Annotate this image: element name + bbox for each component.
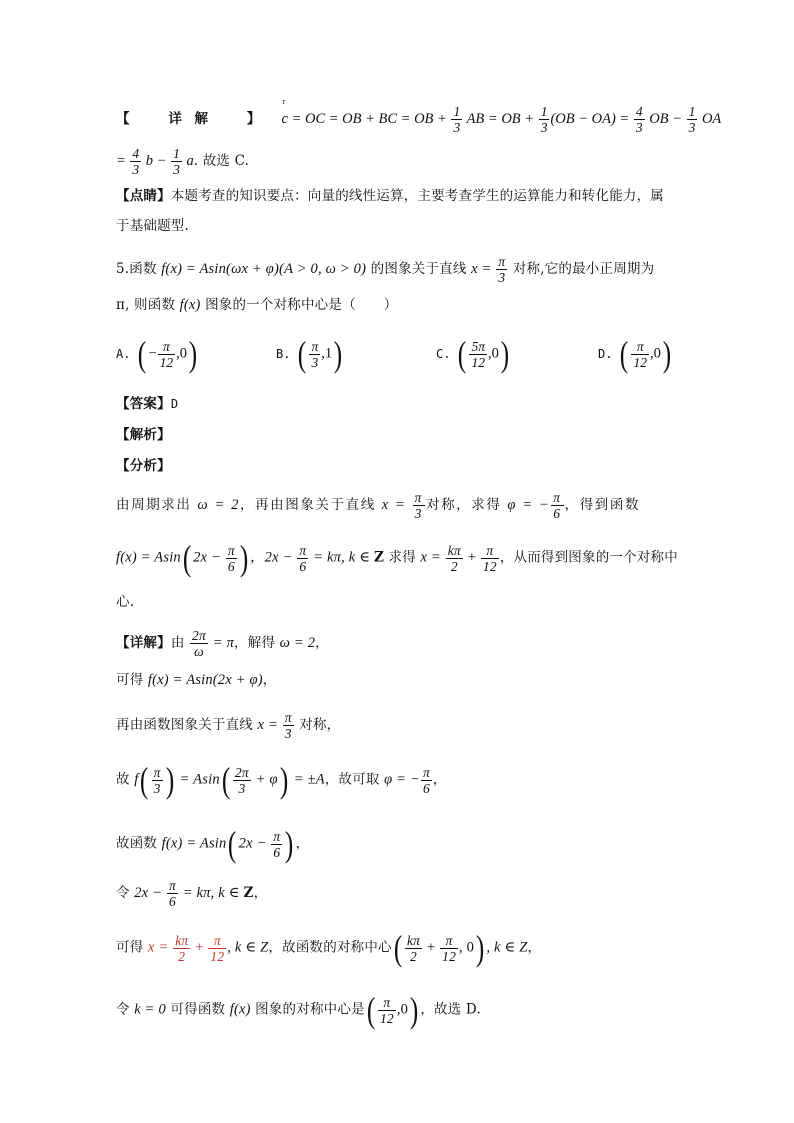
detail-plus-2: + xyxy=(423,939,440,956)
detail-line-4: 故 f( $\frac{\pi}{3}$ ) = Asin( $\frac{2\pi}{3}$ + φ) = ±A，故可取 φ = − $\frac{\pi}{6}$ ， xyxy=(116,760,447,800)
frac-4-3: $\frac{4}{3}$ xyxy=(635,104,643,135)
detail-line-1: 【详解】由 $\frac{2\pi}{\omega}$ = π，解得 ω = 2， xyxy=(116,628,329,659)
detail-kpi: = kπ, k ∈ xyxy=(178,885,244,901)
frac-1-3-b: $\frac{1}{3}$ xyxy=(540,104,548,135)
fenxi-tag-line xyxy=(116,456,686,476)
fenxi-2x: 2x − xyxy=(193,549,225,566)
question-fx: f(x) xyxy=(179,297,201,313)
question-text-3: 对称,它的最小正周期为 xyxy=(508,261,655,277)
detail-fx-1: f(x) = Asin(2x + φ) xyxy=(147,672,263,688)
jiexi-tag: 【解析】 xyxy=(116,427,171,443)
question-text-1: 函数 xyxy=(129,261,162,277)
dianjing-line-1 xyxy=(116,186,686,206)
vector-expr-5: OA xyxy=(698,111,722,127)
fenxi-x-eq-2: x = xyxy=(420,549,445,566)
option-b-label: B. xyxy=(276,346,291,361)
question-text-6: ） xyxy=(383,297,398,313)
eq-sign: = xyxy=(116,153,130,169)
detail-text-5a: 故函数 xyxy=(116,835,162,852)
question-line-2 xyxy=(116,295,686,315)
detail-2x-b: 2x − xyxy=(134,885,166,901)
detail-line-5: 故函数 f(x) = Asin( 2x − $\frac{\pi}{6}$ ) ， xyxy=(116,824,310,864)
vector-expr-2: AB = OB + xyxy=(463,111,538,127)
question-text-5: 图象的一个对称中心是（ xyxy=(200,297,356,313)
fenxi-text-1c: ，再由图象关于直线 xyxy=(239,497,382,513)
question-number: 5. xyxy=(116,261,130,277)
detail-text-4f: ，故可取 xyxy=(324,771,385,788)
detail-text-7i: ， xyxy=(527,939,542,956)
frac-pi-3: $\frac{\pi}{3}$ xyxy=(498,254,506,285)
detail-text-8a: 令 xyxy=(116,1001,135,1018)
option-b-tail: ,1 xyxy=(321,345,333,362)
dianjing-text-1: 本题考查的知识要点：向量的线性运算，主要考查学生的运算能力和转化能力，属 xyxy=(170,188,665,204)
fenxi-text-3: 心. xyxy=(116,594,135,610)
vector-b-term: b − xyxy=(142,153,171,169)
frac-pi-6: $\frac{\pi}{6}$ xyxy=(553,490,562,521)
detail-k-in-z-2: , k ∈ Z xyxy=(486,939,528,956)
detail-fx-3: f(x) xyxy=(229,1001,251,1018)
frac-1-3: $\frac{1}{3}$ xyxy=(453,104,461,135)
detail-text-5d: ， xyxy=(295,835,310,852)
fenxi-text-1a: 由周期求出 xyxy=(116,497,198,513)
detail-text-8e: 图象的对称中心是 xyxy=(250,1001,365,1018)
dianjing-text-2: 于基础题型. xyxy=(116,218,189,234)
option-c-tail: ,0 xyxy=(487,345,499,362)
detail-eq-pi: = π xyxy=(208,635,235,651)
answer-tag: 【答案】 xyxy=(116,396,171,412)
detail-plus-red: + xyxy=(191,939,208,956)
option-d-tail: ,0 xyxy=(649,345,661,362)
fenxi-text-1e: 对称，求得 xyxy=(425,497,508,513)
fenxi-omega: ω = 2 xyxy=(197,497,240,513)
fenxi-plus: + xyxy=(463,549,480,566)
detail-text-2a: 可得 xyxy=(116,672,148,688)
option-b: B. ( $\frac{\pi}{3}$ ,1) xyxy=(276,334,343,374)
intro-conclusion: . 故选 C. xyxy=(193,153,250,169)
fenxi-fx: f(x) = Asin xyxy=(116,549,181,566)
detail-text-6d: ， xyxy=(253,885,268,901)
detail-line-2 xyxy=(116,670,686,690)
detail-pm-a: = ±A xyxy=(289,771,325,788)
question-text-4: π, 则函数 xyxy=(116,297,180,313)
option-d: D. ( $\frac{\pi}{12}$ ,0) xyxy=(598,334,672,374)
vector-c: r c xyxy=(282,109,288,129)
detail-text-3a: 再由函数图象关于直线 xyxy=(116,717,258,733)
detail-comma-0: , 0 xyxy=(459,939,475,956)
detail-text-7e: ，故函数的对称中心 xyxy=(268,939,392,956)
detail-text-4h: ， xyxy=(432,771,447,788)
detail-text-4a: 故 xyxy=(116,771,135,788)
fenxi-tag: 【分析】 xyxy=(116,458,171,474)
detail-text-1c: ，解得 xyxy=(234,635,280,651)
fenxi-2x-b: ，2x − xyxy=(249,549,297,566)
detail-x-eq-red: x = xyxy=(147,939,173,956)
question-text-2: 的图象关于直线 xyxy=(366,261,472,277)
detail-line-8: 令 k = 0 可得函数 f(x) 图象的对称中心是( $\frac{\pi}{12}$ ,0) ，故选 D. xyxy=(116,990,481,1030)
intro-tag: 【 详 解 】 xyxy=(116,111,265,127)
option-a: A. ( − $\frac{\pi}{12}$ ,0) xyxy=(116,334,198,374)
detail-text-1e: ， xyxy=(315,635,329,651)
option-c: C. ( $\frac{5\pi}{12}$ ,0) xyxy=(436,334,510,374)
detail-text-7a: 可得 xyxy=(116,939,148,956)
option-a-sign: − xyxy=(148,345,157,362)
fenxi-line-2: f(x) = Asin( 2x − $\frac{\pi}{6}$ ) ，2x − $\frac{\pi}{6}$ = kπ, k ∈ Z 求得 x = $\frac{k\pi}{2}$ + $\frac{\pi}{12}$ ，从而得到图象的一个对称中 xyxy=(116,538,678,578)
question-x-eq: x = xyxy=(471,261,496,277)
detail-2x: 2x − xyxy=(238,835,271,852)
question-line-1 xyxy=(116,254,686,285)
frac-pi-3-b: $\frac{\pi}{3}$ xyxy=(414,490,423,521)
detail-k-in-z: , k ∈ Z xyxy=(227,939,269,956)
detail-text-2c: ， xyxy=(262,672,277,688)
vector-expr-4: OB − xyxy=(645,111,686,127)
detail-f: f xyxy=(134,771,139,788)
detail-text-3c: 对称， xyxy=(294,717,341,733)
fenxi-text-2h: ，从而得到图象的一个对称中 xyxy=(499,549,678,566)
dianjing-tag: 【点睛】 xyxy=(116,188,171,204)
fenxi-text-1g: ，得到函数 xyxy=(564,497,641,513)
fenxi-phi: φ = − xyxy=(507,497,551,513)
detail-tag: 【详解】 xyxy=(116,635,171,651)
detail-line-6: 令 2x − $\frac{\pi}{6}$ = kπ, k ∈ Z， xyxy=(116,878,268,909)
answer-line xyxy=(116,394,686,414)
fenxi-line-1 xyxy=(116,490,686,521)
fenxi-kpi: = kπ, k ∈ xyxy=(309,549,374,566)
option-d-label: D. xyxy=(598,346,613,361)
question-function: f(x) = Asin(ωx + φ)(A > 0, ω > 0) xyxy=(161,261,367,277)
option-a-tail: ,0 xyxy=(176,345,188,362)
detail-text-6a: 令 xyxy=(116,885,135,901)
answer-value: D xyxy=(170,397,179,411)
fenxi-text-2e: 求得 xyxy=(384,549,421,566)
dianjing-line-2 xyxy=(116,216,686,236)
frac-1-3-d: $\frac{1}{3}$ xyxy=(173,146,180,177)
detail-x-eq: x = xyxy=(257,717,282,733)
detail-line-7: 可得 x = $\frac{k\pi}{2}$ + $\frac{\pi}{12}$ , k ∈ Z，故函数的对称中心( $\frac{k\pi}{2}$ + $\frac{\pi}{12}$ , 0) , k ∈ Z， xyxy=(116,928,542,968)
detail-comma-0-b: ,0 xyxy=(396,1001,409,1018)
option-c-label: C. xyxy=(436,346,451,361)
detail-z: Z xyxy=(243,885,254,901)
detail-omega: ω = 2 xyxy=(279,635,316,651)
detail-k-eq-0: k = 0 xyxy=(134,1001,166,1018)
fenxi-z: Z xyxy=(373,549,385,566)
detail-text-8c: 可得函数 xyxy=(165,1001,230,1018)
detail-text-1a: 由 xyxy=(170,635,190,651)
intro-line-1 xyxy=(116,104,722,135)
vector-expr-3: (OB − OA) = xyxy=(550,111,633,127)
detail-plus-phi: + φ xyxy=(251,771,278,788)
frac-4-3-b: $\frac{4}{3}$ xyxy=(132,146,140,177)
vector-expr-1: = OC = OB + BC = OB + xyxy=(287,111,451,127)
fenxi-line-3 xyxy=(116,592,686,612)
detail-line-3: 再由函数图象关于直线 x = $\frac{\pi}{3}$ 对称， xyxy=(116,710,341,741)
detail-phi: φ = − xyxy=(384,771,420,788)
jiexi-line xyxy=(116,425,686,445)
detail-fx-2: f(x) = Asin xyxy=(161,835,227,852)
fenxi-x-eq: x = xyxy=(381,497,412,513)
frac-1-3-c: $\frac{1}{3}$ xyxy=(688,104,696,135)
detail-asin: = Asin xyxy=(175,771,220,788)
intro-line-2 xyxy=(116,146,686,177)
option-a-label: A. xyxy=(116,346,131,361)
detail-text-8g: ，故选 D. xyxy=(420,1001,481,1018)
vector-a-term: a xyxy=(182,153,194,169)
